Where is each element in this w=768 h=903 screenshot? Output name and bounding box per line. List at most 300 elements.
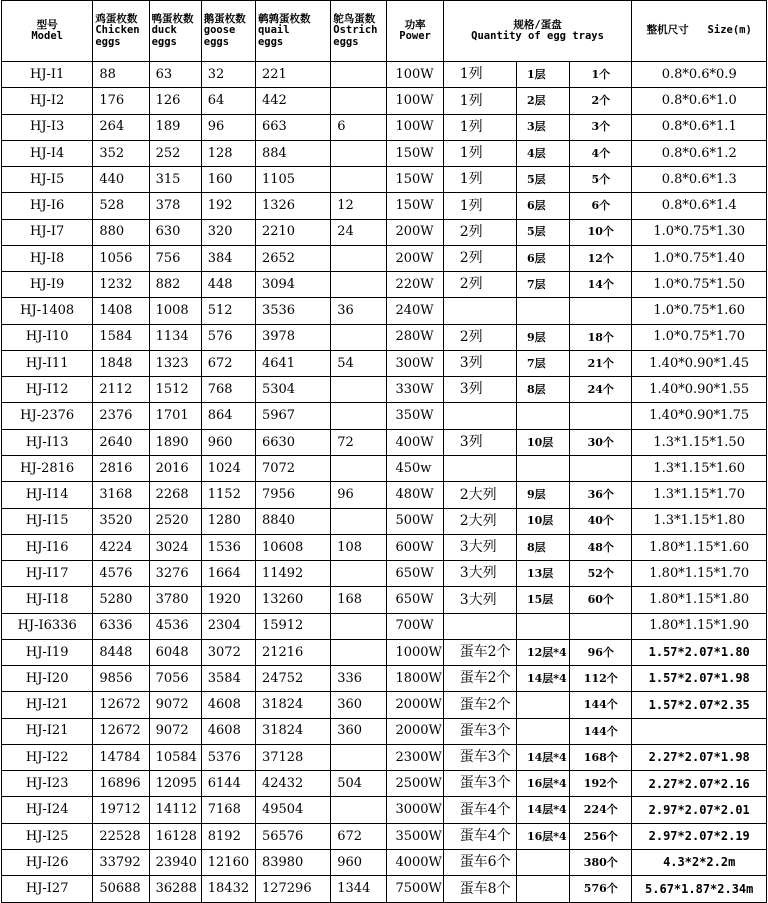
cell-layers bbox=[516, 298, 569, 324]
cell-duck: 63 bbox=[149, 62, 201, 88]
cell-cols bbox=[443, 298, 516, 324]
cell-quail: 5304 bbox=[255, 377, 330, 403]
header-ostrich bbox=[331, 1, 387, 62]
cell-ostrich: 54 bbox=[331, 350, 387, 376]
cell-power: 150W bbox=[387, 167, 443, 193]
cell-ostrich: 24 bbox=[331, 219, 387, 245]
cell-cols: 3大列 bbox=[443, 561, 516, 587]
cell-ostrich bbox=[331, 613, 387, 639]
cell-layers: 9层 bbox=[516, 324, 569, 350]
cell-trays: 21个 bbox=[570, 350, 632, 376]
cell-quail: 37128 bbox=[255, 744, 330, 770]
table-row bbox=[2, 429, 767, 455]
cell-ostrich: 36 bbox=[331, 298, 387, 324]
table-row bbox=[2, 377, 767, 403]
cell-model: HJ-I18 bbox=[2, 587, 93, 613]
cell-goose: 960 bbox=[201, 429, 255, 455]
cell-duck: 6048 bbox=[149, 639, 201, 665]
cell-chicken: 2640 bbox=[93, 429, 149, 455]
cell-layers: 15层 bbox=[516, 587, 569, 613]
cell-trays bbox=[570, 613, 632, 639]
cell-size: 1.0*0.75*1.40 bbox=[632, 245, 767, 271]
cell-duck: 16128 bbox=[149, 823, 201, 849]
cell-goose: 384 bbox=[201, 245, 255, 271]
cell-quail: 11492 bbox=[255, 561, 330, 587]
cell-trays bbox=[570, 298, 632, 324]
cell-duck: 756 bbox=[149, 245, 201, 271]
cell-model: HJ-I22 bbox=[2, 744, 93, 770]
cell-chicken: 4224 bbox=[93, 534, 149, 560]
cell-cols: 蛋车4个 bbox=[443, 797, 516, 823]
cell-chicken: 88 bbox=[93, 62, 149, 88]
cell-goose: 1152 bbox=[201, 482, 255, 508]
cell-size: 0.8*0.6*1.2 bbox=[632, 140, 767, 166]
header-ostrich-cn: 鸵鸟蛋数 bbox=[333, 13, 376, 26]
cell-size: 0.8*0.6*0.9 bbox=[632, 62, 767, 88]
cell-ostrich bbox=[331, 272, 387, 298]
cell-layers: 9层 bbox=[516, 482, 569, 508]
table-row bbox=[2, 797, 767, 823]
cell-size: 4.3*2*2.2m bbox=[632, 849, 767, 875]
cell-duck: 315 bbox=[149, 167, 201, 193]
cell-goose: 2304 bbox=[201, 613, 255, 639]
cell-trays: 256个 bbox=[570, 823, 632, 849]
cell-ostrich: 1344 bbox=[331, 876, 387, 902]
table-row bbox=[2, 508, 767, 534]
cell-goose: 320 bbox=[201, 219, 255, 245]
cell-ostrich: 6 bbox=[331, 114, 387, 140]
header-power-en: Power bbox=[399, 30, 431, 42]
cell-ostrich bbox=[331, 377, 387, 403]
cell-size: 1.3*1.15*1.50 bbox=[632, 429, 767, 455]
cell-model: HJ-I25 bbox=[2, 823, 93, 849]
cell-duck: 23940 bbox=[149, 849, 201, 875]
cell-chicken: 50688 bbox=[93, 876, 149, 902]
incubator-spec-table bbox=[1, 0, 767, 903]
cell-chicken: 19712 bbox=[93, 797, 149, 823]
table-row bbox=[2, 245, 767, 271]
cell-chicken: 2376 bbox=[93, 403, 149, 429]
header-duck-cn: 鸭蛋枚数 bbox=[151, 13, 194, 26]
cell-quail: 2652 bbox=[255, 245, 330, 271]
cell-size: 1.3*1.15*1.60 bbox=[632, 455, 767, 481]
cell-ostrich: 168 bbox=[331, 587, 387, 613]
cell-quail: 31824 bbox=[255, 692, 330, 718]
cell-cols: 3列 bbox=[443, 429, 516, 455]
header-size-en: Size(m) bbox=[707, 24, 752, 37]
cell-model: HJ-I7 bbox=[2, 219, 93, 245]
cell-duck: 2268 bbox=[149, 482, 201, 508]
cell-power: 280W bbox=[387, 324, 443, 350]
table-row bbox=[2, 849, 767, 875]
cell-trays: 24个 bbox=[570, 377, 632, 403]
cell-power: 500W bbox=[387, 508, 443, 534]
cell-cols: 3列 bbox=[443, 350, 516, 376]
cell-layers: 6层 bbox=[516, 245, 569, 271]
cell-chicken: 8448 bbox=[93, 639, 149, 665]
cell-chicken: 2816 bbox=[93, 455, 149, 481]
cell-trays: 224个 bbox=[570, 797, 632, 823]
cell-goose: 64 bbox=[201, 88, 255, 114]
cell-trays bbox=[570, 455, 632, 481]
cell-power: 4000W bbox=[387, 849, 443, 875]
cell-ostrich bbox=[331, 62, 387, 88]
cell-quail: 15912 bbox=[255, 613, 330, 639]
cell-layers: 14层*4 bbox=[516, 797, 569, 823]
cell-chicken: 352 bbox=[93, 140, 149, 166]
cell-duck: 9072 bbox=[149, 718, 201, 744]
cell-size: 2.27*2.07*2.16 bbox=[632, 771, 767, 797]
cell-goose: 32 bbox=[201, 62, 255, 88]
cell-quail: 442 bbox=[255, 88, 330, 114]
cell-power: 100W bbox=[387, 62, 443, 88]
cell-size: 1.80*1.15*1.80 bbox=[632, 587, 767, 613]
cell-size: 1.0*0.75*1.60 bbox=[632, 298, 767, 324]
cell-chicken: 264 bbox=[93, 114, 149, 140]
cell-ostrich bbox=[331, 324, 387, 350]
cell-quail: 6630 bbox=[255, 429, 330, 455]
cell-chicken: 2112 bbox=[93, 377, 149, 403]
cell-goose: 96 bbox=[201, 114, 255, 140]
cell-goose: 1664 bbox=[201, 561, 255, 587]
cell-duck: 12095 bbox=[149, 771, 201, 797]
cell-duck: 1701 bbox=[149, 403, 201, 429]
cell-cols: 蛋车2个 bbox=[443, 666, 516, 692]
cell-chicken: 6336 bbox=[93, 613, 149, 639]
cell-power: 400W bbox=[387, 429, 443, 455]
cell-goose: 448 bbox=[201, 272, 255, 298]
header-size-cn: 整机尺寸 bbox=[646, 24, 689, 37]
cell-ostrich: 960 bbox=[331, 849, 387, 875]
cell-layers bbox=[516, 692, 569, 718]
cell-cols: 1列 bbox=[443, 167, 516, 193]
table-row bbox=[2, 219, 767, 245]
cell-size: 0.8*0.6*1.3 bbox=[632, 167, 767, 193]
cell-trays: 52个 bbox=[570, 561, 632, 587]
cell-cols: 3大列 bbox=[443, 587, 516, 613]
cell-ostrich: 108 bbox=[331, 534, 387, 560]
cell-trays: 144个 bbox=[570, 718, 632, 744]
header-quail bbox=[255, 1, 330, 62]
cell-cols bbox=[443, 455, 516, 481]
cell-size: 2.27*2.07*1.98 bbox=[632, 744, 767, 770]
cell-quail: 8840 bbox=[255, 508, 330, 534]
cell-trays: 60个 bbox=[570, 587, 632, 613]
table-row bbox=[2, 114, 767, 140]
table-row bbox=[2, 692, 767, 718]
cell-goose: 12160 bbox=[201, 849, 255, 875]
cell-layers: 3层 bbox=[516, 114, 569, 140]
cell-duck: 252 bbox=[149, 140, 201, 166]
cell-trays: 380个 bbox=[570, 849, 632, 875]
cell-chicken: 1056 bbox=[93, 245, 149, 271]
cell-power: 100W bbox=[387, 88, 443, 114]
cell-trays: 3个 bbox=[570, 114, 632, 140]
cell-power: 3000W bbox=[387, 797, 443, 823]
table-row bbox=[2, 88, 767, 114]
cell-power: 700W bbox=[387, 613, 443, 639]
cell-cols: 蛋车4个 bbox=[443, 823, 516, 849]
cell-cols: 蛋车2个 bbox=[443, 639, 516, 665]
cell-ostrich bbox=[331, 140, 387, 166]
header-trays-cn: 规格/蛋盘 bbox=[513, 18, 562, 31]
cell-size: 1.80*1.15*1.60 bbox=[632, 534, 767, 560]
cell-model: HJ-I4 bbox=[2, 140, 93, 166]
cell-quail: 83980 bbox=[255, 849, 330, 875]
cell-quail: 42432 bbox=[255, 771, 330, 797]
cell-ostrich bbox=[331, 744, 387, 770]
cell-cols bbox=[443, 403, 516, 429]
cell-trays bbox=[570, 403, 632, 429]
cell-size: 1.40*0.90*1.45 bbox=[632, 350, 767, 376]
cell-trays: 10个 bbox=[570, 219, 632, 245]
cell-quail: 10608 bbox=[255, 534, 330, 560]
cell-chicken: 440 bbox=[93, 167, 149, 193]
cell-quail: 4641 bbox=[255, 350, 330, 376]
cell-layers: 7层 bbox=[516, 272, 569, 298]
cell-cols: 1列 bbox=[443, 114, 516, 140]
cell-goose: 6144 bbox=[201, 771, 255, 797]
header-quail-en2: eggs bbox=[257, 35, 284, 48]
cell-trays: 576个 bbox=[570, 876, 632, 902]
cell-ostrich: 336 bbox=[331, 666, 387, 692]
cell-goose: 512 bbox=[201, 298, 255, 324]
cell-ostrich bbox=[331, 167, 387, 193]
cell-size: 1.40*0.90*1.75 bbox=[632, 403, 767, 429]
cell-trays: 6个 bbox=[570, 193, 632, 219]
cell-ostrich: 360 bbox=[331, 692, 387, 718]
header-power-cn: 功率 bbox=[404, 18, 426, 31]
cell-ostrich: 672 bbox=[331, 823, 387, 849]
cell-layers: 6层 bbox=[516, 193, 569, 219]
cell-cols: 2列 bbox=[443, 219, 516, 245]
cell-quail: 1326 bbox=[255, 193, 330, 219]
cell-quail: 221 bbox=[255, 62, 330, 88]
cell-goose: 18432 bbox=[201, 876, 255, 902]
cell-duck: 630 bbox=[149, 219, 201, 245]
cell-chicken: 3520 bbox=[93, 508, 149, 534]
cell-ostrich bbox=[331, 639, 387, 665]
table-row bbox=[2, 823, 767, 849]
cell-model: HJ-I19 bbox=[2, 639, 93, 665]
cell-layers: 16层*4 bbox=[516, 823, 569, 849]
cell-model: HJ-I9 bbox=[2, 272, 93, 298]
cell-trays: 96个 bbox=[570, 639, 632, 665]
cell-ostrich bbox=[331, 403, 387, 429]
table-row bbox=[2, 876, 767, 902]
cell-layers: 7层 bbox=[516, 350, 569, 376]
cell-layers: 10层 bbox=[516, 429, 569, 455]
cell-power: 240W bbox=[387, 298, 443, 324]
cell-duck: 1008 bbox=[149, 298, 201, 324]
header-chicken-en: Chicken bbox=[95, 24, 140, 37]
cell-goose: 7168 bbox=[201, 797, 255, 823]
cell-cols: 蛋车8个 bbox=[443, 876, 516, 902]
cell-cols: 3大列 bbox=[443, 534, 516, 560]
cell-layers: 13层 bbox=[516, 561, 569, 587]
cell-model: HJ-I5 bbox=[2, 167, 93, 193]
header-ostrich-en: Ostrich bbox=[333, 24, 378, 37]
cell-duck: 10584 bbox=[149, 744, 201, 770]
cell-layers: 1层 bbox=[516, 62, 569, 88]
cell-model: HJ-I20 bbox=[2, 666, 93, 692]
cell-size: 1.0*0.75*1.30 bbox=[632, 219, 767, 245]
table-row bbox=[2, 534, 767, 560]
cell-size: 2.97*2.07*2.19 bbox=[632, 823, 767, 849]
cell-size: 1.80*1.15*1.90 bbox=[632, 613, 767, 639]
cell-cols: 2列 bbox=[443, 324, 516, 350]
cell-duck: 7056 bbox=[149, 666, 201, 692]
cell-duck: 378 bbox=[149, 193, 201, 219]
cell-chicken: 176 bbox=[93, 88, 149, 114]
cell-duck: 3024 bbox=[149, 534, 201, 560]
cell-model: HJ-I14 bbox=[2, 482, 93, 508]
table-row bbox=[2, 666, 767, 692]
table-row bbox=[2, 403, 767, 429]
cell-model: HJ-I12 bbox=[2, 377, 93, 403]
cell-goose: 768 bbox=[201, 377, 255, 403]
cell-size: 1.80*1.15*1.70 bbox=[632, 561, 767, 587]
cell-quail: 2210 bbox=[255, 219, 330, 245]
header-duck-en2: eggs bbox=[151, 35, 177, 48]
cell-duck: 189 bbox=[149, 114, 201, 140]
cell-goose: 1280 bbox=[201, 508, 255, 534]
table-row bbox=[2, 771, 767, 797]
cell-model: HJ-I26 bbox=[2, 849, 93, 875]
cell-chicken: 12672 bbox=[93, 718, 149, 744]
cell-trays: 144个 bbox=[570, 692, 632, 718]
cell-duck: 3276 bbox=[149, 561, 201, 587]
cell-trays: 4个 bbox=[570, 140, 632, 166]
cell-cols: 1列 bbox=[443, 140, 516, 166]
cell-size: 1.57*2.07*1.80 bbox=[632, 639, 767, 665]
header-duck-en: duck bbox=[151, 24, 177, 37]
cell-ostrich: 504 bbox=[331, 771, 387, 797]
header-chicken-en2: eggs bbox=[95, 35, 121, 48]
cell-chicken: 1232 bbox=[93, 272, 149, 298]
cell-ostrich bbox=[331, 508, 387, 534]
cell-trays: 14个 bbox=[570, 272, 632, 298]
cell-ostrich: 360 bbox=[331, 718, 387, 744]
cell-size bbox=[632, 718, 767, 744]
header-row bbox=[2, 1, 767, 62]
cell-trays: 5个 bbox=[570, 167, 632, 193]
cell-ostrich bbox=[331, 245, 387, 271]
table-row bbox=[2, 718, 767, 744]
cell-cols: 2列 bbox=[443, 245, 516, 271]
cell-layers bbox=[516, 455, 569, 481]
cell-power: 2000W bbox=[387, 692, 443, 718]
cell-power: 1000W bbox=[387, 639, 443, 665]
cell-power: 650W bbox=[387, 587, 443, 613]
cell-duck: 1512 bbox=[149, 377, 201, 403]
cell-duck: 3780 bbox=[149, 587, 201, 613]
cell-duck: 9072 bbox=[149, 692, 201, 718]
cell-chicken: 1584 bbox=[93, 324, 149, 350]
cell-quail: 13260 bbox=[255, 587, 330, 613]
table-row bbox=[2, 298, 767, 324]
cell-goose: 4608 bbox=[201, 692, 255, 718]
cell-quail: 7956 bbox=[255, 482, 330, 508]
cell-chicken: 9856 bbox=[93, 666, 149, 692]
cell-layers: 8层 bbox=[516, 534, 569, 560]
cell-chicken: 1408 bbox=[93, 298, 149, 324]
cell-cols: 1列 bbox=[443, 193, 516, 219]
cell-trays: 168个 bbox=[570, 744, 632, 770]
cell-power: 3500W bbox=[387, 823, 443, 849]
cell-goose: 1536 bbox=[201, 534, 255, 560]
cell-model: HJ-I2 bbox=[2, 88, 93, 114]
cell-model: HJ-I10 bbox=[2, 324, 93, 350]
cell-layers: 16层*4 bbox=[516, 771, 569, 797]
cell-layers: 5层 bbox=[516, 219, 569, 245]
cell-trays: 48个 bbox=[570, 534, 632, 560]
cell-trays: 192个 bbox=[570, 771, 632, 797]
table-row bbox=[2, 193, 767, 219]
cell-ostrich bbox=[331, 88, 387, 114]
cell-power: 2000W bbox=[387, 718, 443, 744]
cell-cols: 2大列 bbox=[443, 482, 516, 508]
cell-chicken: 3168 bbox=[93, 482, 149, 508]
table-row bbox=[2, 561, 767, 587]
cell-power: 600W bbox=[387, 534, 443, 560]
cell-size: 0.8*0.6*1.0 bbox=[632, 88, 767, 114]
cell-cols bbox=[443, 613, 516, 639]
cell-chicken: 1848 bbox=[93, 350, 149, 376]
cell-layers: 8层 bbox=[516, 377, 569, 403]
cell-model: HJ-2816 bbox=[2, 455, 93, 481]
header-chicken bbox=[93, 1, 149, 62]
cell-model: HJ-I16 bbox=[2, 534, 93, 560]
cell-size: 1.3*1.15*1.70 bbox=[632, 482, 767, 508]
cell-duck: 4536 bbox=[149, 613, 201, 639]
cell-model: HJ-I6336 bbox=[2, 613, 93, 639]
cell-cols: 3列 bbox=[443, 377, 516, 403]
header-model bbox=[2, 1, 93, 62]
cell-layers bbox=[516, 403, 569, 429]
header-chicken-cn: 鸡蛋枚数 bbox=[95, 13, 138, 26]
cell-power: 2300W bbox=[387, 744, 443, 770]
header-goose-en: goose bbox=[203, 24, 236, 37]
cell-size: 1.3*1.15*1.80 bbox=[632, 508, 767, 534]
header-model-en: Model bbox=[31, 30, 63, 42]
cell-model: HJ-I13 bbox=[2, 429, 93, 455]
cell-model: HJ-I27 bbox=[2, 876, 93, 902]
cell-chicken: 12672 bbox=[93, 692, 149, 718]
cell-quail: 5967 bbox=[255, 403, 330, 429]
cell-goose: 1920 bbox=[201, 587, 255, 613]
cell-goose: 576 bbox=[201, 324, 255, 350]
cell-trays: 2个 bbox=[570, 88, 632, 114]
cell-size: 1.57*2.07*2.35 bbox=[632, 692, 767, 718]
header-quail-cn: 鹌鹑蛋枚数 bbox=[257, 13, 311, 26]
cell-goose: 3072 bbox=[201, 639, 255, 665]
cell-goose: 128 bbox=[201, 140, 255, 166]
header-power bbox=[387, 1, 443, 62]
header-trays bbox=[443, 1, 632, 62]
header-goose bbox=[201, 1, 255, 62]
cell-model: HJ-I23 bbox=[2, 771, 93, 797]
cell-ostrich: 96 bbox=[331, 482, 387, 508]
cell-power: 350W bbox=[387, 403, 443, 429]
cell-cols: 蛋车6个 bbox=[443, 849, 516, 875]
cell-quail: 3094 bbox=[255, 272, 330, 298]
cell-layers bbox=[516, 849, 569, 875]
cell-trays: 40个 bbox=[570, 508, 632, 534]
cell-trays: 1个 bbox=[570, 62, 632, 88]
cell-quail: 3536 bbox=[255, 298, 330, 324]
cell-trays: 112个 bbox=[570, 666, 632, 692]
